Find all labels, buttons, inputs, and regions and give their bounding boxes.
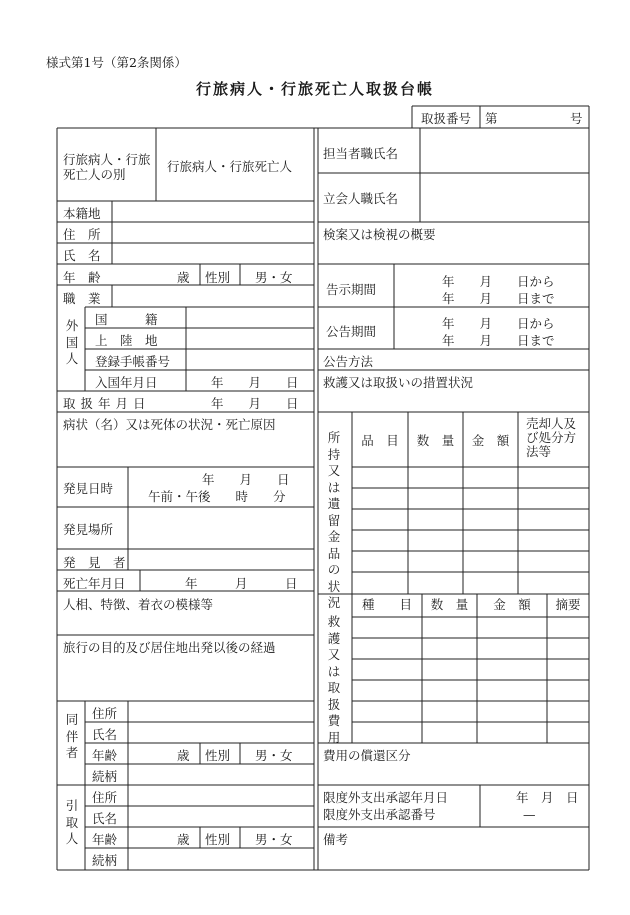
category-label: 行旅病人・行旅死亡人の別 xyxy=(63,152,151,182)
landing-label: 上 陸 地 xyxy=(95,333,158,348)
relief-measures-label: 救護又は取扱いの措置状況 xyxy=(323,375,474,390)
companion-name-label: 氏名 xyxy=(92,727,118,742)
death-date-label: 死亡年月日 xyxy=(63,576,126,591)
found-time-value: 午前・午後 時 分 xyxy=(148,489,286,504)
belongings-item-header: 品 目 xyxy=(361,433,399,448)
receiver-sex-label: 性別 xyxy=(205,832,231,847)
cost-qty-header: 数 量 xyxy=(430,597,469,612)
page-title: 行旅病人・行旅死亡人取扱台帳 xyxy=(195,80,434,98)
notice-period-label: 告示期間 xyxy=(326,282,377,297)
cost-category-header: 種 目 xyxy=(361,597,412,612)
form-reference: 様式第1号（第2条関係） xyxy=(46,55,187,70)
found-datetime-label: 発見日時 xyxy=(63,481,114,496)
companion-age-label: 年齢 xyxy=(92,748,118,763)
excess-approval-number-value: — xyxy=(523,807,536,822)
public-notice-period-from: 年 月 日から xyxy=(442,316,555,331)
handling-date-value: 年 月 日 xyxy=(211,396,299,411)
staff-name-label: 担当者職氏名 xyxy=(323,146,399,161)
remarks-label: 備考 xyxy=(323,832,349,847)
travel-label: 旅行の目的及び居住地出発以後の経過 xyxy=(63,640,276,655)
companion-sex-label: 性別 xyxy=(205,748,231,763)
companion-relation-label: 続柄 xyxy=(92,769,118,784)
belongings-qty-header: 数 量 xyxy=(416,433,455,448)
receiver-label: 引取人 xyxy=(65,798,79,846)
registration-label: 登録手帳番号 xyxy=(95,354,171,369)
found-date-value: 年 月 日 xyxy=(202,472,290,487)
relief-cost-label: 救護又は取扱費用 xyxy=(327,614,341,745)
belongings-disposal-header: 売却人及び処分方法等 xyxy=(526,416,577,459)
handling-date-label: 取扱年月日 xyxy=(63,396,151,411)
repayment-label: 費用の償還区分 xyxy=(323,748,411,763)
handling-number-label: 取扱番号 xyxy=(420,111,471,126)
sex-label: 性別 xyxy=(205,270,231,285)
inquest-label: 検案又は検視の概要 xyxy=(323,227,436,242)
number-go: 号 xyxy=(570,111,583,126)
age-unit: 歳 xyxy=(177,270,190,285)
companion-sex-options: 男・女 xyxy=(255,748,293,763)
witness-name-label: 立会人職氏名 xyxy=(323,191,399,206)
sex-options: 男・女 xyxy=(255,270,293,285)
companion-label: 同伴者 xyxy=(65,712,79,760)
receiver-name-label: 氏名 xyxy=(92,811,118,826)
cost-remarks-header: 摘要 xyxy=(555,597,581,612)
excess-approval-number-label: 限度外支出承認番号 xyxy=(323,807,436,822)
occupation-label: 職 業 xyxy=(63,291,101,306)
notice-period-to: 年 月 日まで xyxy=(442,291,555,306)
foreigner-label: 外国人 xyxy=(65,318,79,366)
receiver-sex-options: 男・女 xyxy=(255,832,293,847)
excess-approval-date-value: 年 月 日 xyxy=(516,790,579,805)
public-notice-period-label: 公告期間 xyxy=(326,324,377,339)
entry-date-label: 入国年月日 xyxy=(95,375,158,390)
public-notice-period-to: 年 月 日まで xyxy=(442,333,555,348)
address-label: 住 所 xyxy=(63,227,101,242)
category-value: 行旅病人・行旅死亡人 xyxy=(167,159,293,174)
nationality-label: 国 籍 xyxy=(95,312,158,327)
condition-label: 病状（名）又は死体の状況・死亡原因 xyxy=(63,417,276,432)
finder-label: 発 見 者 xyxy=(63,555,126,570)
death-date-value: 年 月 日 xyxy=(185,576,298,591)
public-notice-method-label: 公告方法 xyxy=(323,354,374,369)
companion-age-unit: 歳 xyxy=(177,748,190,763)
notice-period-from: 年 月 日から xyxy=(442,274,555,289)
receiver-relation-label: 続柄 xyxy=(92,853,118,868)
receiver-age-unit: 歳 xyxy=(177,832,190,847)
number-dai: 第 xyxy=(485,111,498,126)
cost-amount-header: 金 額 xyxy=(493,597,531,612)
found-place-label: 発見場所 xyxy=(63,522,114,537)
entry-date-value: 年 月 日 xyxy=(211,375,299,390)
belongings-amount-header: 金 額 xyxy=(471,433,510,448)
belongings-label: 所持又は遺留金品の状況 xyxy=(327,430,341,610)
receiver-age-label: 年齢 xyxy=(92,832,118,847)
receiver-address-label: 住所 xyxy=(92,790,118,805)
name-label: 氏 名 xyxy=(63,248,101,263)
appearance-label: 人相、特徴、着衣の模様等 xyxy=(63,597,214,612)
honseki-label: 本籍地 xyxy=(63,206,101,221)
companion-address-label: 住所 xyxy=(92,706,118,721)
age-label: 年 齢 xyxy=(63,270,101,285)
excess-approval-date-label: 限度外支出承認年月日 xyxy=(323,790,449,805)
